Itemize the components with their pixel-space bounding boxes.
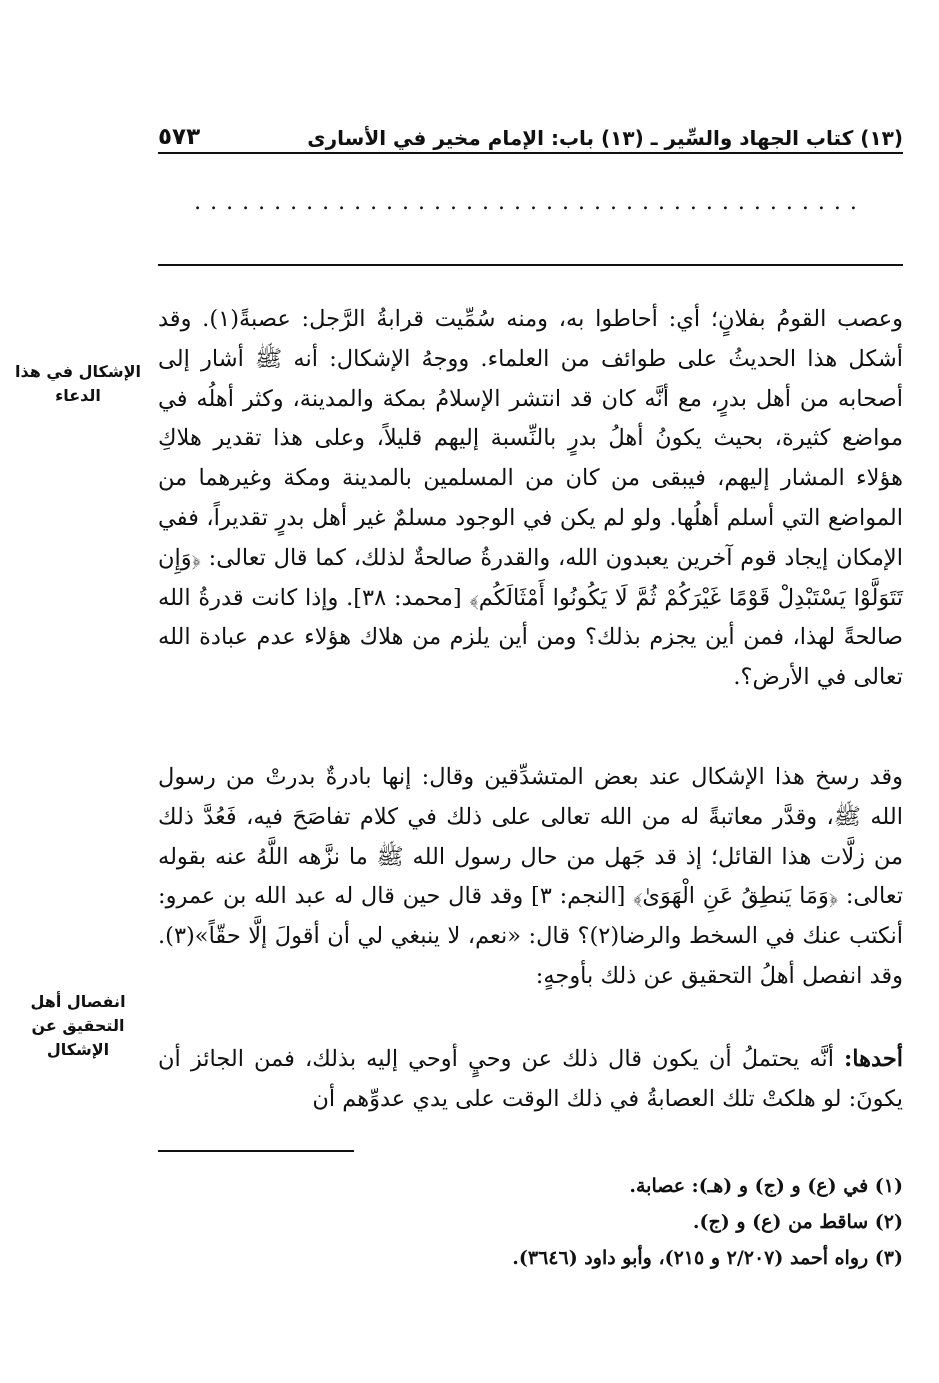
section-rule bbox=[158, 264, 903, 266]
omission-dots: .......................................... bbox=[194, 190, 866, 215]
paragraph-text: وقد رسخ هذا الإشكال عند بعض المتشدِّقين وقال: إنها بادرةٌ بدرتْ من رسول الله ﷺ، وقدَّر معاتبةً له من الله تعالى على ذلك في كلام تفاصَحَ فيه، فَعُدَّ ذلك من زلَّات هذا القائل؛ إذ قد جَهل من حال رسول الله ﷺ ما نزَّهه اللَّهُ عنه بقوله تعالى: ﴿وَمَا يَنطِقُ عَنِ الْهَوَىٰ﴾ [النجم: ٣] وقد قال حين قال له عبد الله بن عمرو: أنكتب عنك في السخط والرضا(٢)؟ قال: «نعم، لا ينبغي لي أن أقولَ إلَّا حقّاً»(٣). وقد انفصل أهلُ التحقيق عن ذلك بأوجهٍ: bbox=[158, 764, 903, 989]
paragraph-text: وعصب القومُ بفلانٍ؛ أي: أحاطوا به، ومنه سُمِّيت قرابةُ الرَّجل: عصبةً(١). وقد أشكل هذا الحديثُ على طوائف من العلماء. ووجهُ الإشكال: أنه ﷺ أشار إلى أصحابه من أهل بدرٍ، مع أنَّه كان قد انتشر الإسلامُ بمكة والمدينة، وكثر أهلُه في مواضع كثيرة، بحيث يكونُ أهلُ بدرٍ بالنِّسبة إليهم قليلاً، وعلى هذا تقدير هلاكِ هؤلاء المشار إليهم، فيبقى من كان من المسلمين بالمدينة ومكة وغيرهما من المواضع التي أسلم أهلُها. ولو لم يكن في الوجود مسلمٌ غير أهل بدرٍ تقديراً، ففي الإمكان إيجاد قوم آخرين يعبدون الله، والقدرةُ صالحةٌ لذلك، كما قال تعالى: ﴿وَإِن تَتَوَلَّوْا يَسْتَبْدِلْ قَوْمًا غَيْرَكُمْ ثُمَّ لَا يَكُونُوا أَمْثَالَكُم﴾ [محمد: ٣٨]. وإذا كانت قدرةُ الله صالحةً لهذا، فمن أين يجزم بذلك؟ ومن أين يلزم من هلاك هؤلاء عدم عبادة الله تعالى في الأرض؟. bbox=[158, 306, 904, 691]
margin-note-resolution: انفصال أهل التحقيق عن الإشكال bbox=[30, 992, 126, 1059]
paragraph-lead: أحدها: bbox=[844, 1046, 903, 1072]
footnote-3: (٣) رواه أحمد (٢/٢٠٧ و ٢١٥)، وأبو داود (٣٦٤٦). bbox=[512, 1247, 903, 1269]
margin-note-problem: الإشكال في هذا الدعاء bbox=[15, 362, 141, 405]
paragraph-text bbox=[158, 1040, 903, 1120]
page-number: ٥٧٣ bbox=[158, 124, 201, 150]
paragraph-body: أنَّه يحتملُ أن يكون قال ذلك عن وحيٍ أوحي إليه بذلك، فمن الجائز أن يكونَ: لو هلكتْ تلك العصابةُ في ذلك الوقت على يدي عدوِّهم أن bbox=[158, 1046, 903, 1112]
footnote-1: (١) في (ع) و (ج) و (هـ): عصابة. bbox=[629, 1175, 903, 1197]
running-title: (١٣) كتاب الجهاد والسِّير ـ (١٣) باب: الإمام مخير في الأسارى bbox=[307, 126, 903, 150]
footnote-rule bbox=[158, 1150, 354, 1152]
paragraph-3 bbox=[158, 1040, 903, 1120]
paragraph-1 bbox=[158, 300, 903, 698]
header-rule bbox=[158, 152, 903, 154]
footnote-2: (٢) ساقط من (ع) و (ج). bbox=[692, 1211, 903, 1233]
page-header bbox=[158, 114, 903, 150]
paragraph-2 bbox=[158, 758, 903, 997]
footnotes bbox=[158, 1168, 903, 1276]
